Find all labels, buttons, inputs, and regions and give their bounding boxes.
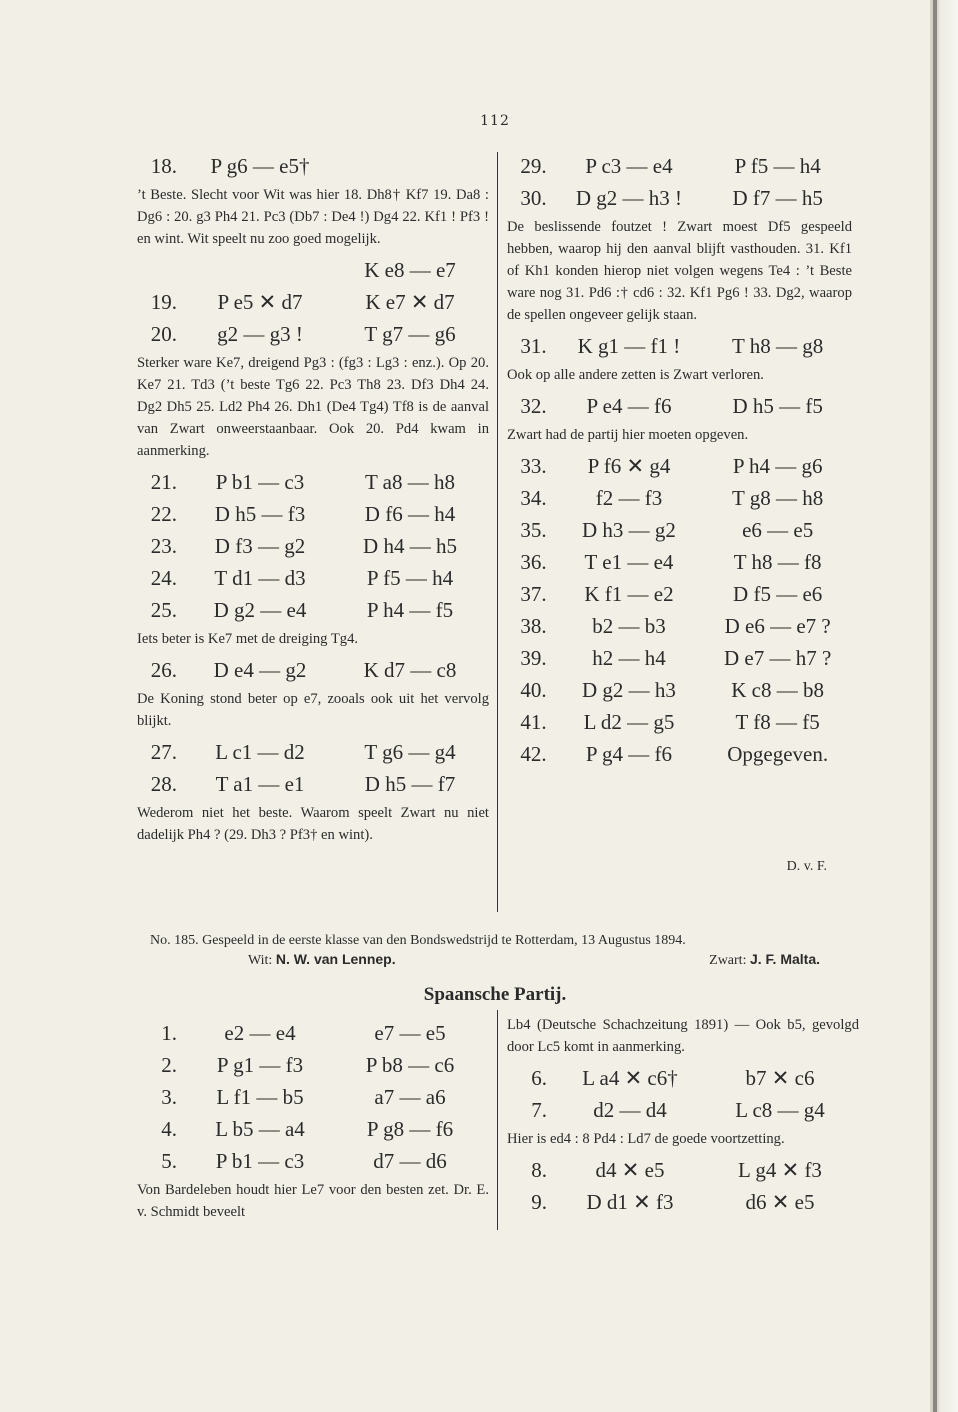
white-move: P b1 — c3 bbox=[215, 1149, 305, 1173]
black-player-line bbox=[709, 951, 820, 969]
players-line bbox=[150, 951, 870, 969]
move-row bbox=[507, 450, 852, 482]
black-move: D h5 — f5 bbox=[732, 394, 823, 418]
white-move: d2 — d4 bbox=[593, 1098, 667, 1122]
move-number: 29. bbox=[520, 154, 547, 178]
move-number: 19. bbox=[150, 290, 177, 314]
black-move: b7 ✕ c6 bbox=[745, 1066, 815, 1090]
white-move: D d1 ✕ f3 bbox=[586, 1190, 674, 1214]
white-move: T a1 — e1 bbox=[215, 772, 305, 796]
black-move: Opgegeven. bbox=[727, 742, 829, 766]
white-move: D f3 — g2 bbox=[214, 534, 306, 558]
move-row bbox=[507, 482, 852, 514]
black-move: L g4 ✕ f3 bbox=[738, 1158, 822, 1182]
annotation-note: De Koning stond beter op e7, zooals ook uit het vervolg blijkt. bbox=[137, 691, 489, 729]
black-move: T g8 — h8 bbox=[732, 486, 824, 510]
black-move: T g6 — g4 bbox=[364, 740, 456, 764]
annotation-note: Iets beter is Ke7 met de dreiging Tg4. bbox=[137, 631, 359, 647]
white-player: N. W. van Lennep. bbox=[275, 951, 396, 967]
black-move: P h4 — f5 bbox=[366, 598, 454, 622]
black-move: P f5 — h4 bbox=[734, 154, 821, 178]
move-row bbox=[137, 286, 489, 318]
move-number: 34. bbox=[520, 486, 547, 510]
black-move: T g7 — g6 bbox=[364, 322, 456, 346]
move-number: 30. bbox=[520, 186, 547, 210]
game-intro: No. 185. Gespeeld in de eerste klasse van den Bondswedstrijd te Rotterdam, 13 Augustus 1894. bbox=[150, 933, 686, 948]
black-move: P f5 — h4 bbox=[366, 566, 454, 590]
black-move: P b8 — c6 bbox=[365, 1053, 455, 1077]
black-move: D h5 — f7 bbox=[364, 772, 456, 796]
annotation-note: Lb4 (Deutsche Schachzeitung 1891) — Ook b5, gevolgd door Lc5 komt in aanmerking. bbox=[507, 1017, 859, 1055]
white-move: P e5 ✕ d7 bbox=[217, 290, 303, 314]
move-number: 20. bbox=[150, 322, 177, 346]
white-player-line bbox=[248, 951, 396, 969]
move-number: 37. bbox=[520, 582, 547, 606]
black-move: a7 — a6 bbox=[374, 1085, 446, 1109]
move-number: 40. bbox=[520, 678, 547, 702]
white-move: P f6 ✕ g4 bbox=[587, 454, 671, 478]
black-move bbox=[335, 150, 485, 182]
black-player: J. F. Malta. bbox=[749, 951, 820, 967]
white-move: T e1 — e4 bbox=[584, 550, 674, 574]
move-number: 35. bbox=[520, 518, 547, 542]
move-number: 32. bbox=[520, 394, 547, 418]
move-number: 5. bbox=[161, 1149, 177, 1173]
black-move: P h4 — g6 bbox=[732, 454, 823, 478]
white-move: d4 ✕ e5 bbox=[595, 1158, 665, 1182]
black-move: e6 — e5 bbox=[742, 518, 814, 542]
move-row bbox=[137, 254, 489, 286]
white-move: P g1 — f3 bbox=[216, 1053, 304, 1077]
white-move: D h5 — f3 bbox=[214, 502, 306, 526]
left-column-lower bbox=[137, 1017, 489, 1227]
annotation-note: Sterker ware Ke7, dreigend Pg3 : (fg3 : Lg3 : enz.). Op 20. Ke7 21. Td3 (’t beste Tg6 22. Pc3 Th8 23. Df3 Dh4 24. Dg2 Dh5 25. Ld2 Ph4 26. Dh1 (De4 Tg4) Tf8 is de aanval van Zwart onweerstaanbaar. Ook 20. Pd4 kwam in aanmerking. bbox=[137, 355, 489, 459]
move-number: 3. bbox=[161, 1085, 177, 1109]
black-move: d6 ✕ e5 bbox=[745, 1190, 815, 1214]
move-row bbox=[507, 330, 852, 362]
black-move: L c8 — g4 bbox=[735, 1098, 825, 1122]
white-label: Wit: bbox=[248, 953, 273, 968]
white-move: P g4 — f6 bbox=[585, 742, 673, 766]
move-number: 1. bbox=[161, 1021, 177, 1045]
signature: D. v. F. bbox=[786, 859, 827, 874]
move-row bbox=[507, 182, 852, 214]
move-row bbox=[507, 1186, 859, 1218]
white-move: f2 — f3 bbox=[595, 486, 663, 510]
move-row bbox=[137, 466, 489, 498]
black-move: P g8 — f6 bbox=[366, 1117, 454, 1141]
black-move: D f7 — h5 bbox=[732, 186, 823, 210]
column-divider-lower bbox=[497, 1010, 498, 1230]
black-move: e7 — e5 bbox=[374, 1021, 446, 1045]
move-number: 22. bbox=[150, 502, 177, 526]
white-move: K g1 — f1 ! bbox=[577, 334, 681, 358]
white-move: P e4 — f6 bbox=[586, 394, 672, 418]
move-number: 42. bbox=[520, 742, 547, 766]
move-row bbox=[137, 654, 489, 686]
move-number: 8. bbox=[531, 1158, 547, 1182]
white-move: P b1 — c3 bbox=[215, 470, 305, 494]
black-move: d7 — d6 bbox=[373, 1149, 447, 1173]
black-label: Zwart: bbox=[709, 953, 747, 968]
move-row bbox=[137, 736, 489, 768]
white-move: D g2 — h3 ! bbox=[575, 186, 683, 210]
white-move: K f1 — e2 bbox=[584, 582, 674, 606]
move-number: 21. bbox=[150, 470, 177, 494]
annotation-note: Ook op alle andere zetten is Zwart verloren. bbox=[507, 367, 764, 383]
move-row bbox=[507, 738, 852, 770]
move-number: 4. bbox=[161, 1117, 177, 1141]
game-header bbox=[150, 933, 870, 969]
move-number: 6. bbox=[531, 1066, 547, 1090]
move-row bbox=[507, 642, 852, 674]
move-number: 31. bbox=[520, 334, 547, 358]
move-row bbox=[137, 1081, 489, 1113]
black-move: T h8 — g8 bbox=[732, 334, 824, 358]
move-row bbox=[507, 1062, 859, 1094]
white-move: L d2 — g5 bbox=[583, 710, 675, 734]
move-row bbox=[137, 530, 489, 562]
move-row bbox=[507, 546, 852, 578]
annotation-note: Von Bardeleben houdt hier Le7 voor den besten zet. Dr. E. v. Schmidt beveelt bbox=[137, 1182, 489, 1220]
move-row bbox=[507, 390, 852, 422]
move-number: 36. bbox=[520, 550, 547, 574]
black-move: T a8 — h8 bbox=[364, 470, 456, 494]
black-move: D h4 — h5 bbox=[363, 534, 457, 558]
white-move: P g6 — e5† bbox=[210, 154, 310, 178]
move-row bbox=[137, 1113, 489, 1145]
move-row bbox=[137, 1145, 489, 1177]
annotation-note: ’t Beste. Slecht voor Wit was hier 18. Dh8† Kf7 19. Da8 : Dg6 : 20. g3 Ph4 21. Pc3 (Db7 : De4 !) Dg4 22. Kf1 ! Pf3 ! en wint. Wit speelt nu zoo goed mogelijk. bbox=[137, 187, 489, 247]
black-move: D f6 — h4 bbox=[364, 502, 456, 526]
move-number: 23. bbox=[150, 534, 177, 558]
move-row bbox=[507, 150, 852, 182]
move-number: 7. bbox=[531, 1098, 547, 1122]
white-move: h2 — h4 bbox=[592, 646, 666, 670]
move-row bbox=[507, 1094, 859, 1126]
black-move: D f5 — e6 bbox=[733, 582, 823, 606]
move-number: 24. bbox=[150, 566, 177, 590]
white-move: D g2 — h3 bbox=[582, 678, 676, 702]
annotation-note: Wederom niet het beste. Waarom speelt Zwart nu niet dadelijk Ph4 ? (29. Dh3 ? Pf3† en wint). bbox=[137, 805, 489, 843]
white-move: D h3 — g2 bbox=[582, 518, 676, 542]
page-number: 112 bbox=[480, 113, 510, 129]
black-move: K e8 — e7 bbox=[364, 258, 456, 282]
move-number: 39. bbox=[520, 646, 547, 670]
white-move: L c1 — d2 bbox=[215, 740, 305, 764]
move-row bbox=[507, 674, 852, 706]
move-row bbox=[137, 562, 489, 594]
annotation-note: De beslissende foutzet ! Zwart moest Df5 gespeeld hebben, waarop hij den aanval blijft vasthouden. 31. Kf1 of Kh1 konden hierop niet volgen wegens Te4 : ’t Beste ware nog 31. Pd6 :† cd6 : 32. Kf1 Pg6 ! 33. Dg2, waarop de spellen ongeveer gelijk staan. bbox=[507, 219, 852, 323]
opening-title: Spaansche Partij. bbox=[423, 984, 567, 1005]
black-move: K e7 ✕ d7 bbox=[365, 290, 455, 314]
white-move: L a4 ✕ c6† bbox=[582, 1066, 678, 1090]
black-move: K d7 — c8 bbox=[363, 658, 457, 682]
annotation-note: Hier is ed4 : 8 Pd4 : Ld7 de goede voortzetting. bbox=[507, 1131, 785, 1147]
move-number: 2. bbox=[161, 1053, 177, 1077]
move-row bbox=[507, 610, 852, 642]
white-move: e2 — e4 bbox=[224, 1021, 296, 1045]
move-row bbox=[137, 498, 489, 530]
move-number: 27. bbox=[150, 740, 177, 764]
annotation-note: Zwart had de partij hier moeten opgeven. bbox=[507, 427, 749, 443]
white-move: T d1 — d3 bbox=[214, 566, 306, 590]
move-row bbox=[507, 1154, 859, 1186]
white-move: g2 — g3 ! bbox=[217, 322, 303, 346]
move-row bbox=[507, 706, 852, 738]
move-row bbox=[137, 768, 489, 800]
page-edge-shadow bbox=[930, 0, 958, 1412]
black-move: T h8 — f8 bbox=[733, 550, 822, 574]
move-row bbox=[507, 578, 852, 610]
move-number: 18. bbox=[150, 154, 177, 178]
white-move: D e4 — g2 bbox=[213, 658, 307, 682]
move-number: 9. bbox=[531, 1190, 547, 1214]
black-move: D e6 — e7 ? bbox=[724, 614, 831, 638]
black-move: D e7 — h7 ? bbox=[723, 646, 832, 670]
move-number: 38. bbox=[520, 614, 547, 638]
move-row bbox=[137, 318, 489, 350]
move-number: 25. bbox=[150, 598, 177, 622]
move-number: 33. bbox=[520, 454, 547, 478]
right-column bbox=[507, 150, 852, 770]
white-move: L f1 — b5 bbox=[216, 1085, 304, 1109]
right-column-lower bbox=[507, 1012, 859, 1218]
white-move: D g2 — e4 bbox=[213, 598, 307, 622]
white-move: P c3 — e4 bbox=[585, 154, 673, 178]
move-row bbox=[507, 514, 852, 546]
black-move: T f8 — f5 bbox=[735, 710, 820, 734]
move-row bbox=[137, 1049, 489, 1081]
move-number: 41. bbox=[520, 710, 547, 734]
move-row bbox=[137, 150, 489, 182]
left-column bbox=[137, 150, 489, 850]
move-number: 26. bbox=[150, 658, 177, 682]
white-move: b2 — b3 bbox=[592, 614, 666, 638]
column-divider bbox=[497, 152, 498, 912]
move-number: 28. bbox=[150, 772, 177, 796]
move-row bbox=[137, 1017, 489, 1049]
white-move: L b5 — a4 bbox=[215, 1117, 305, 1141]
move-row bbox=[137, 594, 489, 626]
black-move: K c8 — b8 bbox=[731, 678, 825, 702]
